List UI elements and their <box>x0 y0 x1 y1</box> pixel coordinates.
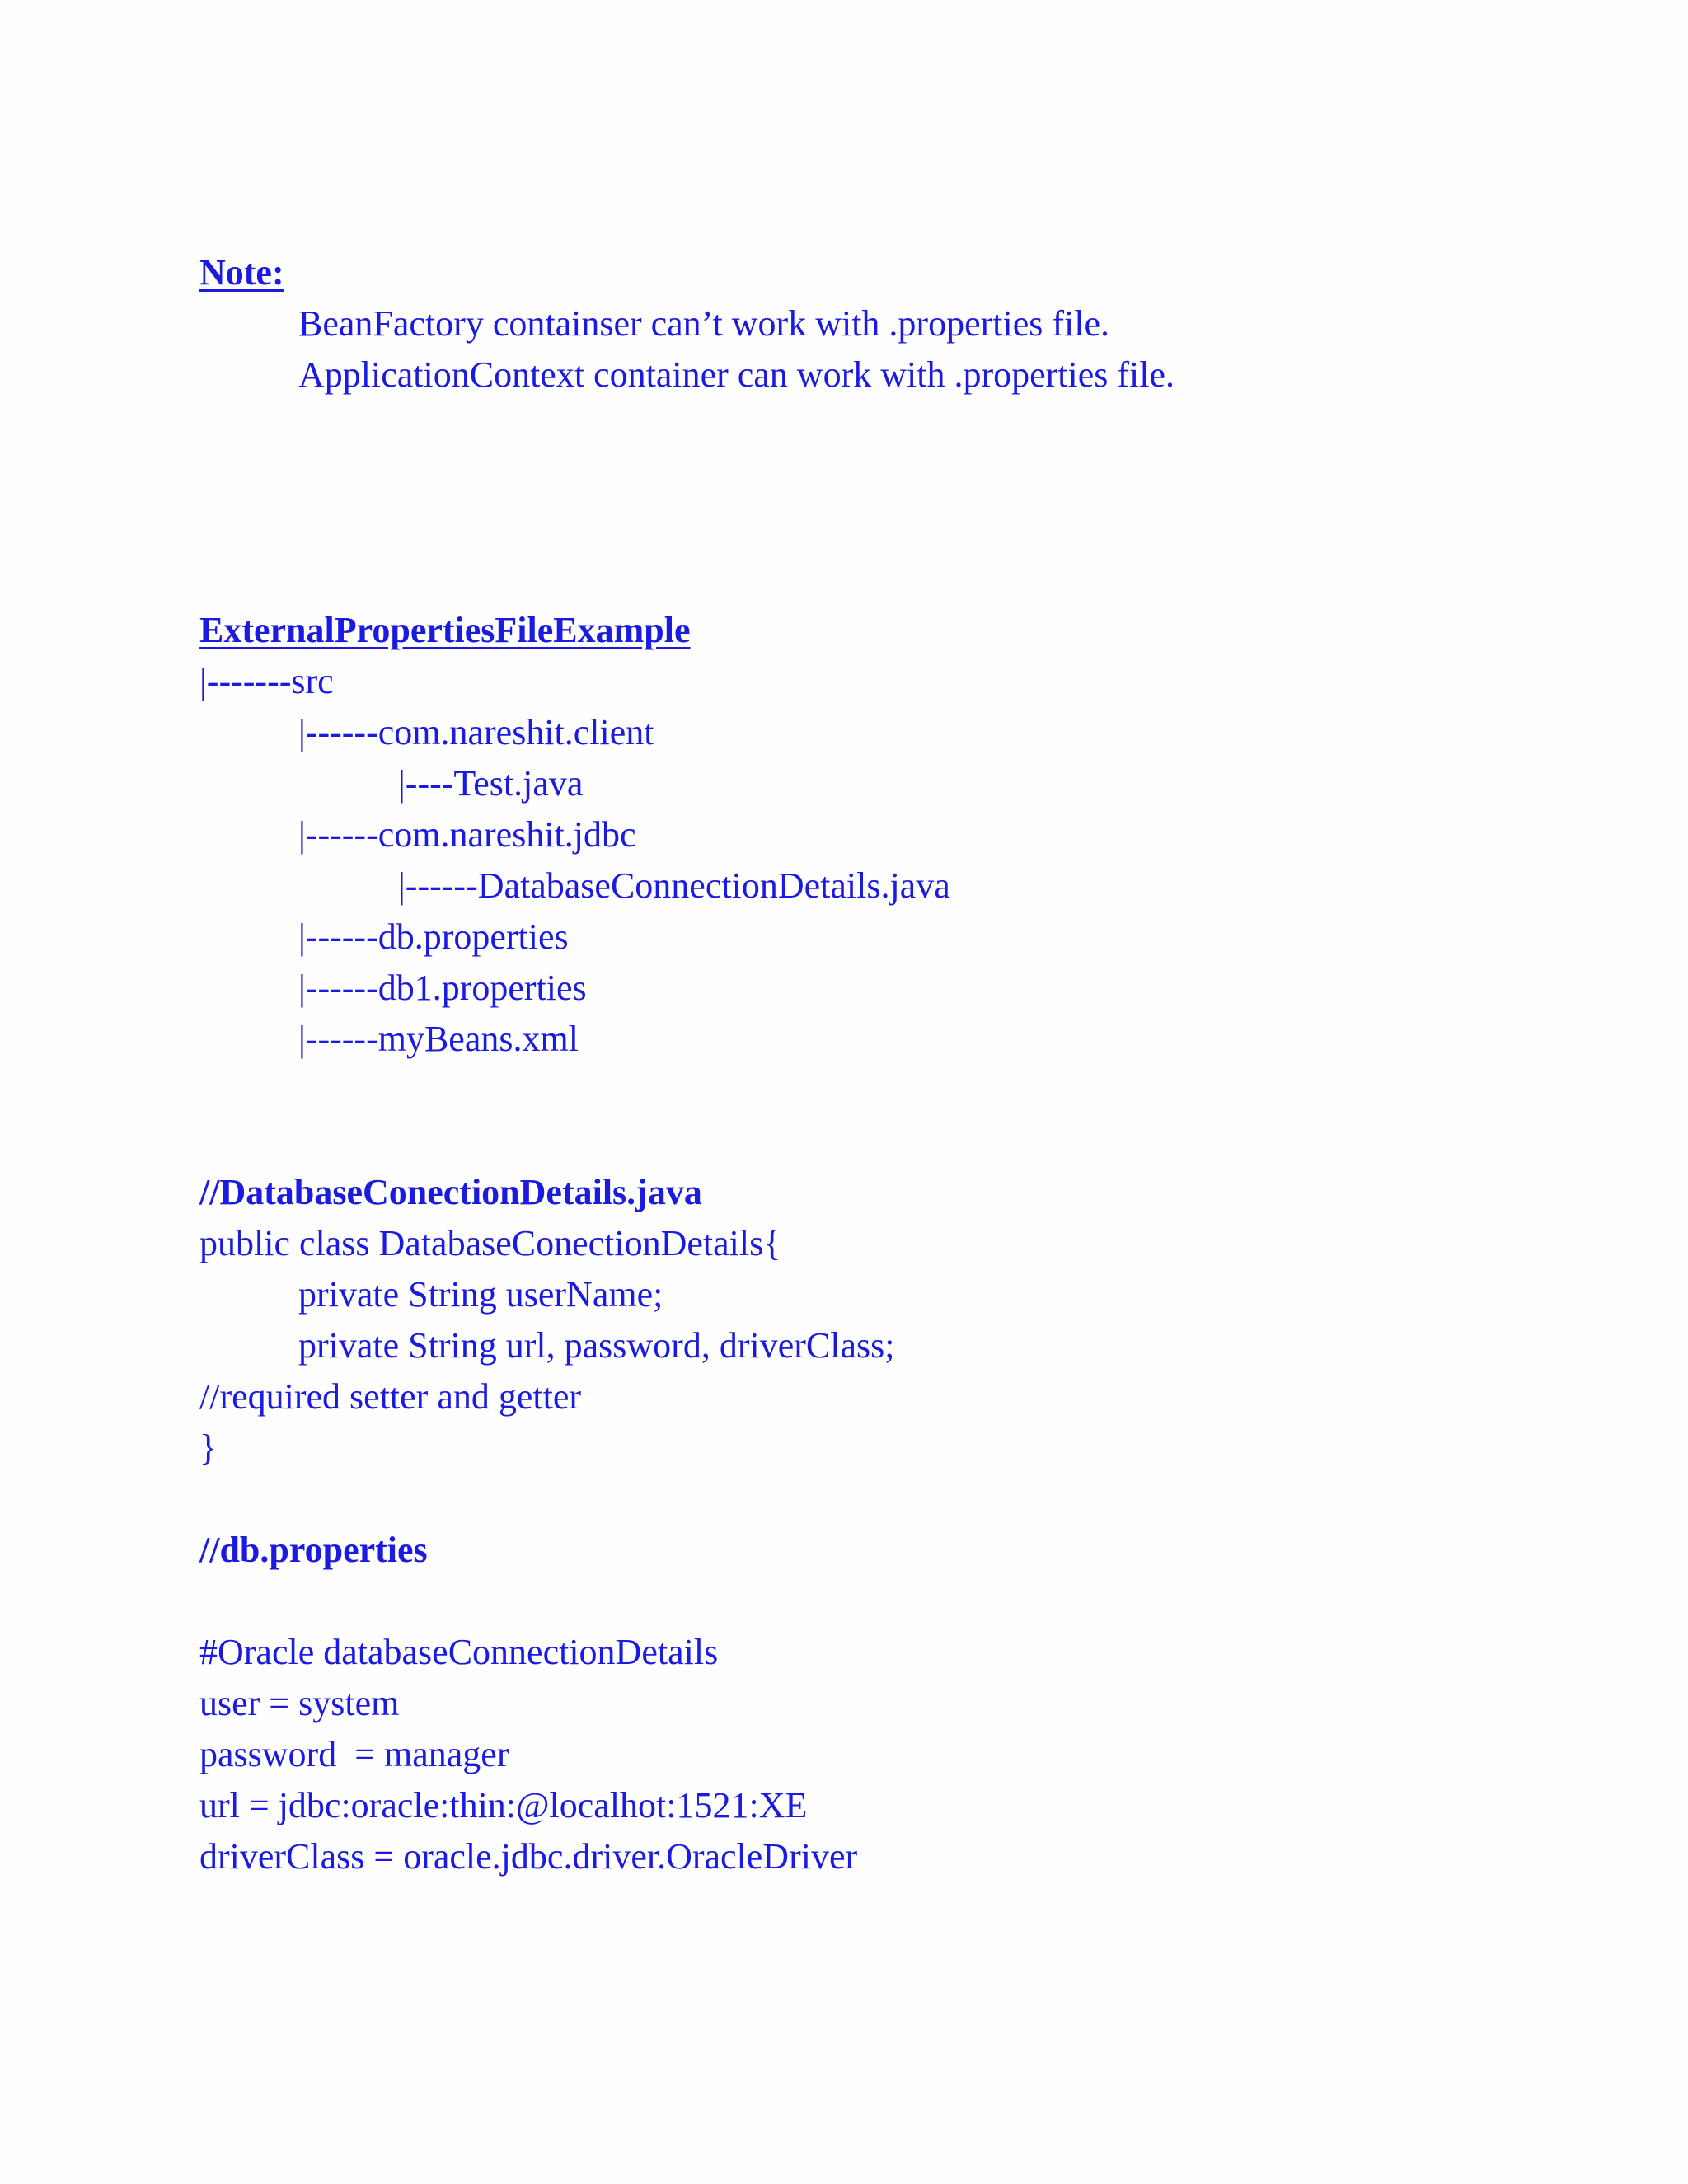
properties-line: url = jdbc:oracle:thin:@localhot:1521:XE <box>199 1785 808 1825</box>
code-line: public class DatabaseConectionDetails{ <box>199 1223 781 1263</box>
code-comment: //required setter and getter <box>199 1376 582 1417</box>
properties-heading: //db.properties <box>199 1530 428 1570</box>
tree-item-file: |------db1.properties <box>298 968 587 1008</box>
tree-item-file: |------db.properties <box>298 916 569 957</box>
project-title: ExternalPropertiesFileExample <box>199 610 691 650</box>
note-line: BeanFactory containser can’t work with .properties file. <box>298 303 1109 344</box>
note-heading: Note: <box>199 252 284 293</box>
code-line: private String url, password, driverClass; <box>298 1325 895 1366</box>
java-file-heading: //DatabaseConectionDetails.java <box>199 1172 702 1212</box>
tree-item-package: |------com.nareshit.client <box>298 712 654 752</box>
code-line: } <box>199 1427 218 1468</box>
code-line: private String userName; <box>298 1274 663 1315</box>
properties-line: user = system <box>199 1683 400 1723</box>
tree-item-file: |------myBeans.xml <box>298 1019 579 1059</box>
note-line: ApplicationContext container can work with .properties file. <box>298 354 1175 395</box>
properties-line: password = manager <box>199 1734 509 1774</box>
tree-item-src: |-------src <box>199 661 334 701</box>
properties-comment: #Oracle databaseConnectionDetails <box>199 1632 719 1672</box>
tree-item-package: |------com.nareshit.jdbc <box>298 814 636 855</box>
properties-line: driverClass = oracle.jdbc.driver.OracleDriver <box>199 1836 858 1877</box>
tree-item-file: |------DatabaseConnectionDetails.java <box>398 865 950 906</box>
tree-item-file: |----Test.java <box>398 763 584 804</box>
